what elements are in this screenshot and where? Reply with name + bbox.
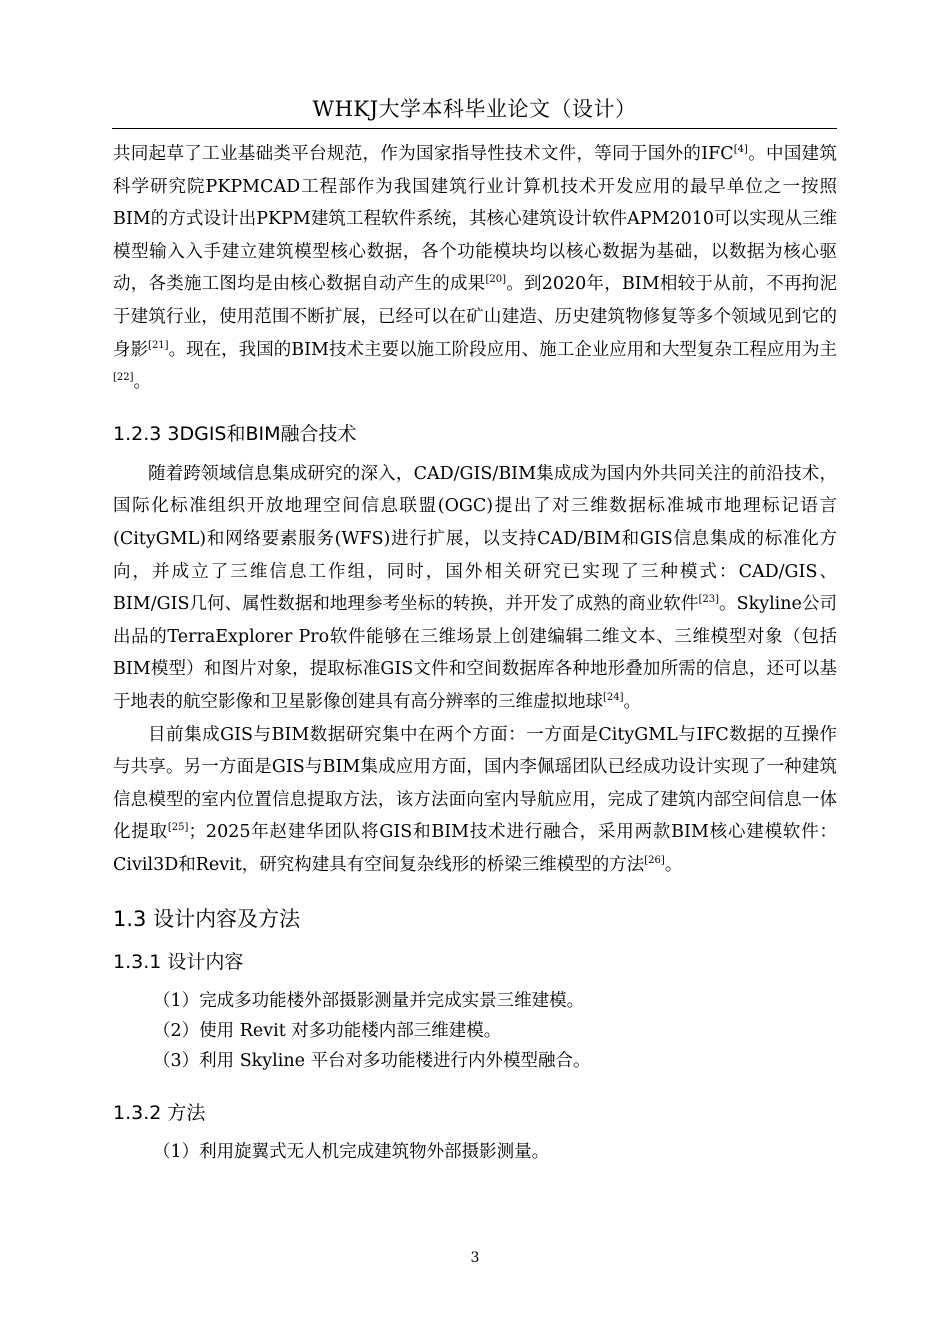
- citation-23: [23]: [698, 594, 719, 606]
- heading-1-3: 1.3 设计内容及方法: [113, 907, 301, 932]
- header-rule: [112, 128, 837, 129]
- paragraph-gis-bim-research: 目前集成GIS与BIM数据研究集中在两个方面：一方面是CityGML与IFC数据的互操作与共享。另一方面是GIS与BIM集成应用方面，国内李佩瑶团队已经成功设计实现了一种建筑信息模型的室内位置信息提取方法，该方法面向室内导航应用，完成了建筑内部空间信息一体化提取[25]；2025年赵建华团队将GIS和BIM技术进行融合，采用两款BIM核心建模软件：Civil3D和Revit，研究构建具有空间复杂线形的桥梁三维模型的方法[26]。: [113, 724, 837, 875]
- page-number: 3: [470, 1250, 480, 1266]
- page-header-title: WHKJ大学本科毕业论文（设计）: [312, 97, 637, 121]
- design-content-list: [113, 986, 837, 1076]
- list-item: （1）利用旋翼式无人机完成建筑物外部摄影测量。: [153, 1142, 550, 1163]
- citation-24: [24]: [603, 692, 624, 704]
- list-item: （2）使用 Revit 对多功能楼内部三维建模。: [153, 1021, 502, 1042]
- citation-26: [26]: [644, 855, 665, 867]
- heading-1-2-3: 1.2.3 3DGIS和BIM融合技术: [113, 422, 357, 445]
- list-item: （1）完成多功能楼外部摄影测量并完成实景三维建模。: [153, 991, 585, 1012]
- citation-4: [4]: [733, 144, 748, 156]
- paragraph-bim-development-china: 共同起草了工业基础类平台规范，作为国家指导性技术文件，等同于国外的IFC[4]。中国建筑科学研究院PKPMCAD工程部作为我国建筑行业计算机技术开发应用的最早单位之一按照BIM的方式设计出PKPM建筑工程软件系统，其核心建筑设计软件APM2010可以实现从三维模型输入入手建立建筑模型核心数据，各个功能模块均以核心数据为基础，以数据为核心驱动，各类施工图均是由核心数据自动产生的成果[20]。到2020年，BIM相较于从前，不再拘泥于建筑行业，使用范围不断扩展，已经可以在矿山建造、历史建筑物修复等多个领域见到它的身影[21]。现在，我国的BIM技术主要以施工阶段应用、施工企业应用和大型复杂工程应用为主[22]。: [113, 144, 838, 393]
- page-body: [113, 138, 837, 1167]
- list-item: （3）利用 Skyline 平台对多功能楼进行内外模型融合。: [153, 1051, 591, 1072]
- citation-25: [25]: [167, 822, 189, 834]
- citation-22: [22]: [113, 372, 134, 384]
- citation-20: [20]: [485, 274, 506, 286]
- method-list: [113, 1137, 837, 1167]
- heading-1-3-2: 1.3.2 方法: [113, 1102, 206, 1125]
- citation-21: [21]: [148, 339, 169, 351]
- paragraph-cad-gis-bim-integration: 随着跨领域信息集成研究的深入，CAD/GIS/BIM集成成为国内外共同关注的前沿技术，国际化标准组织开放地理空间信息联盟(OGC)提出了对三维数据标准城市地理标记语言(CityGML)和网络要素服务(WFS)进行扩展，以支持CAD/BIM和GIS信息集成的标准化方向，并成立了三维信息工作组，同时，国外相关研究已实现了三种模式：CAD/GIS、BIM/GIS几何、属性数据和地理参考坐标的转换，并开发了成熟的商业软件[23]。Skyline公司出品的TerraExplorer Pro软件能够在三维场景上创建编辑二维文本、三维模型对象（包括BIM模型）和图片对象，提取标准GIS文件和空间数据库各种地形叠加所需的信息，还可以基于地表的航空影像和卫星影像创建具有高分辨率的三维虚拟地球[24]。: [113, 463, 837, 712]
- heading-1-3-1: 1.3.1 设计内容: [113, 951, 244, 974]
